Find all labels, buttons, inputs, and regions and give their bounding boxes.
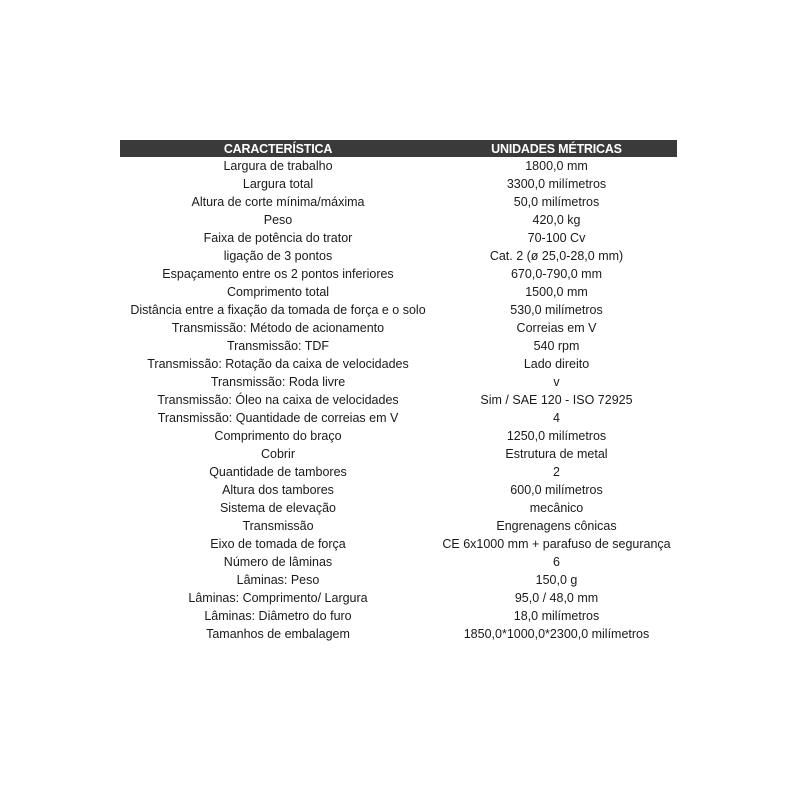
table-row <box>120 175 677 193</box>
characteristic-cell: Transmissão <box>242 519 314 533</box>
table-row <box>120 463 677 481</box>
characteristic-cell: Comprimento total <box>226 285 330 299</box>
characteristic-cell: Largura de trabalho <box>223 159 333 173</box>
characteristic-cell: Transmissão: Roda livre <box>210 375 346 389</box>
characteristic-cell: Transmissão: TDF <box>226 339 330 353</box>
metric-value-cell: Lado direito <box>523 357 590 371</box>
metric-value-cell: Correias em V <box>516 321 597 335</box>
characteristic-cell: Lâminas: Peso <box>236 573 320 587</box>
metric-value-cell: 70-100 Cv <box>527 231 586 245</box>
metric-value-cell: 18,0 milímetros <box>513 609 600 623</box>
table-row <box>120 517 677 535</box>
table-row <box>120 301 677 319</box>
table-row <box>120 229 677 247</box>
metric-value-cell: 1800,0 mm <box>525 159 588 173</box>
characteristic-cell: Lâminas: Diâmetro do furo <box>204 609 352 623</box>
table-row <box>120 247 677 265</box>
table-row <box>120 193 677 211</box>
header-row <box>120 140 677 157</box>
characteristic-cell: Largura total <box>242 177 314 191</box>
table-row <box>120 355 677 373</box>
table-row <box>120 589 677 607</box>
characteristic-cell: Eixo de tomada de força <box>210 537 346 551</box>
table-row <box>120 265 677 283</box>
table-header <box>120 140 677 157</box>
metric-value-cell: 1250,0 milímetros <box>506 429 607 443</box>
characteristic-cell: Transmissão: Método de acionamento <box>171 321 385 335</box>
characteristic-cell: ligação de 3 pontos <box>223 249 333 263</box>
table-row <box>120 319 677 337</box>
table-row <box>120 427 677 445</box>
characteristic-cell: Cobrir <box>260 447 296 461</box>
metric-value-cell: Estrutura de metal <box>505 447 608 461</box>
metric-value-cell: 1500,0 mm <box>525 285 588 299</box>
metric-value-cell: 95,0 / 48,0 mm <box>514 591 599 605</box>
header-metric-units: UNIDADES MÉTRICAS <box>436 140 677 157</box>
metric-value-cell: 6 <box>553 555 560 569</box>
characteristic-cell: Altura dos tambores <box>222 483 334 497</box>
table-row <box>120 409 677 427</box>
metric-value-cell: 2 <box>553 465 560 479</box>
table-row <box>120 211 677 229</box>
characteristic-cell: Transmissão: Rotação da caixa de velocidades <box>147 357 409 371</box>
table-row <box>120 625 677 643</box>
metric-value-cell: Cat. 2 (ø 25,0-28,0 mm) <box>489 249 624 263</box>
metric-value-cell: Engrenagens cônicas <box>496 519 617 533</box>
metric-value-cell: 3300,0 milímetros <box>506 177 607 191</box>
table-row <box>120 283 677 301</box>
metric-value-cell: 420,0 kg <box>532 213 581 227</box>
table-row <box>120 157 677 175</box>
table-row <box>120 445 677 463</box>
table-row <box>120 571 677 589</box>
characteristic-cell: Peso <box>263 213 293 227</box>
metric-value-cell: Sim / SAE 120 - ISO 72925 <box>480 393 633 407</box>
characteristic-cell: Número de lâminas <box>223 555 333 569</box>
metric-value-cell: 530,0 milímetros <box>510 303 603 317</box>
metric-value-cell: 670,0-790,0 mm <box>510 267 603 281</box>
characteristic-cell: Transmissão: Quantidade de correias em V <box>157 411 399 425</box>
metric-value-cell: 50,0 milímetros <box>513 195 600 209</box>
metric-value-cell: 1850,0*1000,0*2300,0 milímetros <box>463 627 650 641</box>
characteristic-cell: Quantidade de tambores <box>209 465 347 479</box>
table-row <box>120 535 677 553</box>
table-row <box>120 373 677 391</box>
metric-value-cell: CE 6x1000 mm + parafuso de segurança <box>442 537 671 551</box>
table-row <box>120 481 677 499</box>
metric-value-cell: v <box>553 375 560 389</box>
characteristic-cell: Espaçamento entre os 2 pontos inferiores <box>162 267 394 281</box>
header-characteristic: CARACTERÍSTICA <box>120 140 436 157</box>
characteristic-cell: Altura de corte mínima/máxima <box>191 195 365 209</box>
characteristic-cell: Sistema de elevação <box>219 501 337 515</box>
metric-value-cell: 4 <box>553 411 560 425</box>
metric-value-cell: 600,0 milímetros <box>510 483 603 497</box>
metric-value-cell: 540 rpm <box>533 339 580 353</box>
table-row <box>120 499 677 517</box>
metric-value-cell: mecânico <box>529 501 584 515</box>
characteristic-cell: Faixa de potência do trator <box>203 231 353 245</box>
characteristic-cell: Transmissão: Óleo na caixa de velocidades <box>157 393 399 407</box>
characteristic-cell: Tamanhos de embalagem <box>206 627 350 641</box>
table-row <box>120 337 677 355</box>
characteristic-cell: Comprimento do braço <box>214 429 342 443</box>
table-row <box>120 607 677 625</box>
table-body <box>120 157 677 643</box>
table-row <box>120 391 677 409</box>
characteristic-cell: Distância entre a fixação da tomada de força e o solo <box>130 303 426 317</box>
specifications-table <box>120 140 677 643</box>
table-row <box>120 553 677 571</box>
metric-value-cell: 150,0 g <box>535 573 578 587</box>
characteristic-cell: Lâminas: Comprimento/ Largura <box>188 591 368 605</box>
